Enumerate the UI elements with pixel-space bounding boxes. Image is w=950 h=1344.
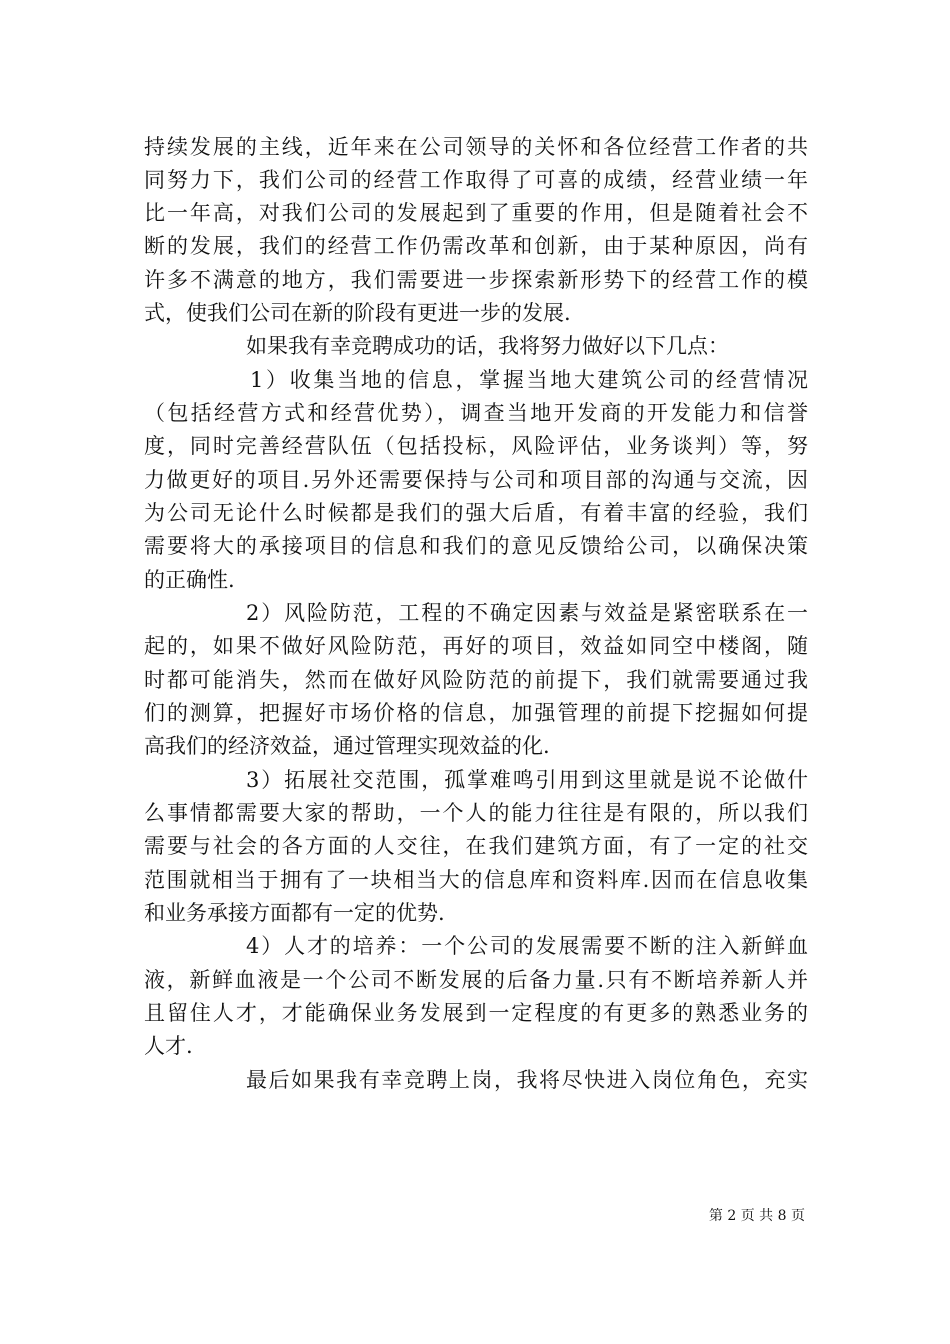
text-line: 高我们的经济效益，通过管理实现效益的化. <box>144 734 550 758</box>
text-line: 4）人才的培养：一个公司的发展需要不断的注入新鲜血 <box>246 934 808 958</box>
text-line: 时都可能消失，然而在做好风险防范的前提下，我们就需要通过我 <box>144 668 808 692</box>
text-line: 为公司无论什么时候都是我们的强大后盾，有着丰富的经验，我们 <box>144 501 808 525</box>
text-line: 力做更好的项目.另外还需要保持与公司和项目部的沟通与交流，因 <box>144 468 808 492</box>
text-line: 们的测算，把握好市场价格的信息，加强管理的前提下挖掘如何提 <box>144 701 808 725</box>
text-line: 度，同时完善经营队伍（包括投标，风险评估，业务谈判）等，努 <box>144 434 808 458</box>
page-number: 第 2 页 共 8 页 <box>708 1208 805 1224</box>
text-line: 需要将大的承接项目的信息和我们的意见反馈给公司，以确保决策 <box>144 534 808 558</box>
text-line: 3）拓展社交范围，孤掌难鸣引用到这里就是说不论做什 <box>246 768 808 792</box>
text-line: 2）风险防范，工程的不确定因素与效益是紧密联系在一 <box>246 601 808 625</box>
text-line: 最后如果我有幸竞聘上岗，我将尽快进入岗位角色，充实 <box>246 1068 808 1092</box>
text-line: 许多不满意的地方，我们需要进一步探索新形势下的经营工作的模 <box>144 268 808 292</box>
text-line: 如果我有幸竞聘成功的话，我将努力做好以下几点： <box>246 334 729 358</box>
text-line: 起的，如果不做好风险防范，再好的项目，效益如同空中楼阁，随 <box>144 634 808 658</box>
text-line: 范围就相当于拥有了一块相当大的信息库和资料库.因而在信息收集 <box>144 868 808 892</box>
text-line: 的正确性. <box>144 568 235 592</box>
text-line: 比一年高，对我们公司的发展起到了重要的作用，但是随着社会不 <box>144 201 808 225</box>
text-line: 液，新鲜血液是一个公司不断发展的后备力量.只有不断培养新人并 <box>144 968 808 992</box>
text-line: （包括经营方式和经营优势），调查当地开发商的开发能力和信誉 <box>144 401 808 425</box>
text-line: 断的发展，我们的经营工作仍需改革和创新，由于某种原因，尚有 <box>144 234 808 258</box>
text-line: 同努力下，我们公司的经营工作取得了可喜的成绩，经营业绩一年 <box>144 168 808 192</box>
text-line: 么事情都需要大家的帮助，一个人的能力往往是有限的，所以我们 <box>144 801 808 825</box>
text-line: 人才. <box>144 1034 193 1058</box>
text-line: 持续发展的主线，近年来在公司领导的关怀和各位经营工作者的共 <box>144 135 808 159</box>
text-line: 1）收集当地的信息，掌握当地大建筑公司的经营情况 <box>250 368 808 392</box>
text-line: 需要与社会的各方面的人交往，在我们建筑方面，有了一定的社交 <box>144 834 808 858</box>
text-line: 和业务承接方面都有一定的优势. <box>144 901 445 925</box>
text-line: 且留住人才，才能确保业务发展到一定程度的有更多的熟悉业务的 <box>144 1001 808 1025</box>
text-line: 式，使我们公司在新的阶段有更进一步的发展. <box>144 301 571 325</box>
